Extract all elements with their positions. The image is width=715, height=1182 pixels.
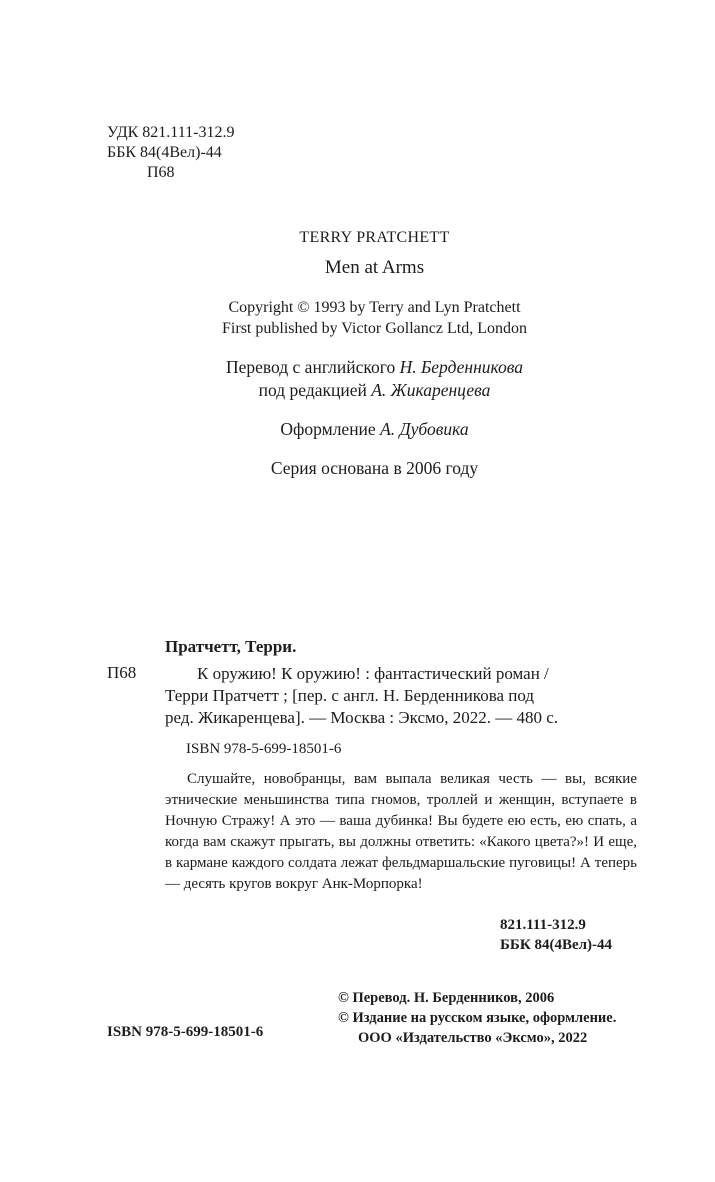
catalog-isbn: ISBN 978-5-699-18501-6	[186, 741, 342, 757]
catalog-description-line: ред. Жикаренцева]. — Москва : Эксмо, 2022. — 480 с.	[165, 708, 559, 727]
copyright-line: Copyright © 1993 by Terry and Lyn Pratchett	[228, 299, 521, 316]
copyright-footer	[338, 988, 616, 1048]
classification-block	[107, 123, 234, 183]
series-note: Серия основана в 2006 году	[270, 458, 479, 478]
publisher-copyright: ООО «Издательство «Эксмо», 2022	[358, 1030, 588, 1046]
catalog-description	[165, 663, 637, 729]
catalog-author-heading: Пратчетт, Терри.	[165, 637, 297, 656]
catalog-description-line: К оружию! К оружию! : фантастический роман /	[197, 664, 549, 683]
editor-prefix: под редакцией	[258, 380, 367, 400]
book-annotation: Слушайте, новобранцы, вам выпала великая честь — вы, всякие этнические меньшинства типа гномов, троллей и женщин, вступаете в Ночную Стражу! А это — ваша дубинка! Вы будете ею есть, ею спать, а когда вам скажут прыгать, вы должны ответить: «Какого цвета?»! И еще, в кармане каждого солдата лежат фельдмаршальские пуговицы! А теперь — десять кругов вокруг Анк-Морпорка!	[165, 771, 637, 892]
translation-prefix: Перевод с английского	[225, 357, 396, 377]
original-copyright	[0, 297, 715, 339]
catalog-description-line: Терри Пратчетт ; [пер. с англ. Н. Берденникова под	[165, 686, 535, 705]
design-prefix: Оформление	[280, 419, 376, 439]
editor-name: А. Жикаренцева	[371, 380, 491, 400]
edition-copyright: © Издание на русском языке, оформление.	[338, 1010, 617, 1026]
footer-isbn: ISBN 978-5-699-18501-6	[107, 1024, 264, 1040]
catalog-bbk: ББК 84(4Вел)-44	[500, 937, 613, 953]
catalog-classification	[500, 915, 612, 955]
bbk-code: ББК 84(4Вел)-44	[107, 144, 222, 161]
designer-name: А. Дубовика	[380, 419, 469, 439]
design-credit	[0, 419, 715, 440]
author-mark: П68	[147, 164, 175, 181]
catalog-code: П68	[107, 663, 137, 682]
udk-code: УДК 821.111-312.9	[107, 124, 235, 141]
translation-credits	[0, 356, 715, 402]
translation-copyright: © Перевод. Н. Берденников, 2006	[338, 990, 555, 1006]
first-published-line: First published by Victor Gollancz Ltd, London	[222, 320, 527, 337]
original-title: Men at Arms	[324, 257, 425, 278]
translator-name: Н. Берденникова	[399, 357, 524, 377]
original-author: TERRY PRATCHETT	[299, 229, 450, 246]
catalog-udk: 821.111-312.9	[500, 917, 586, 933]
